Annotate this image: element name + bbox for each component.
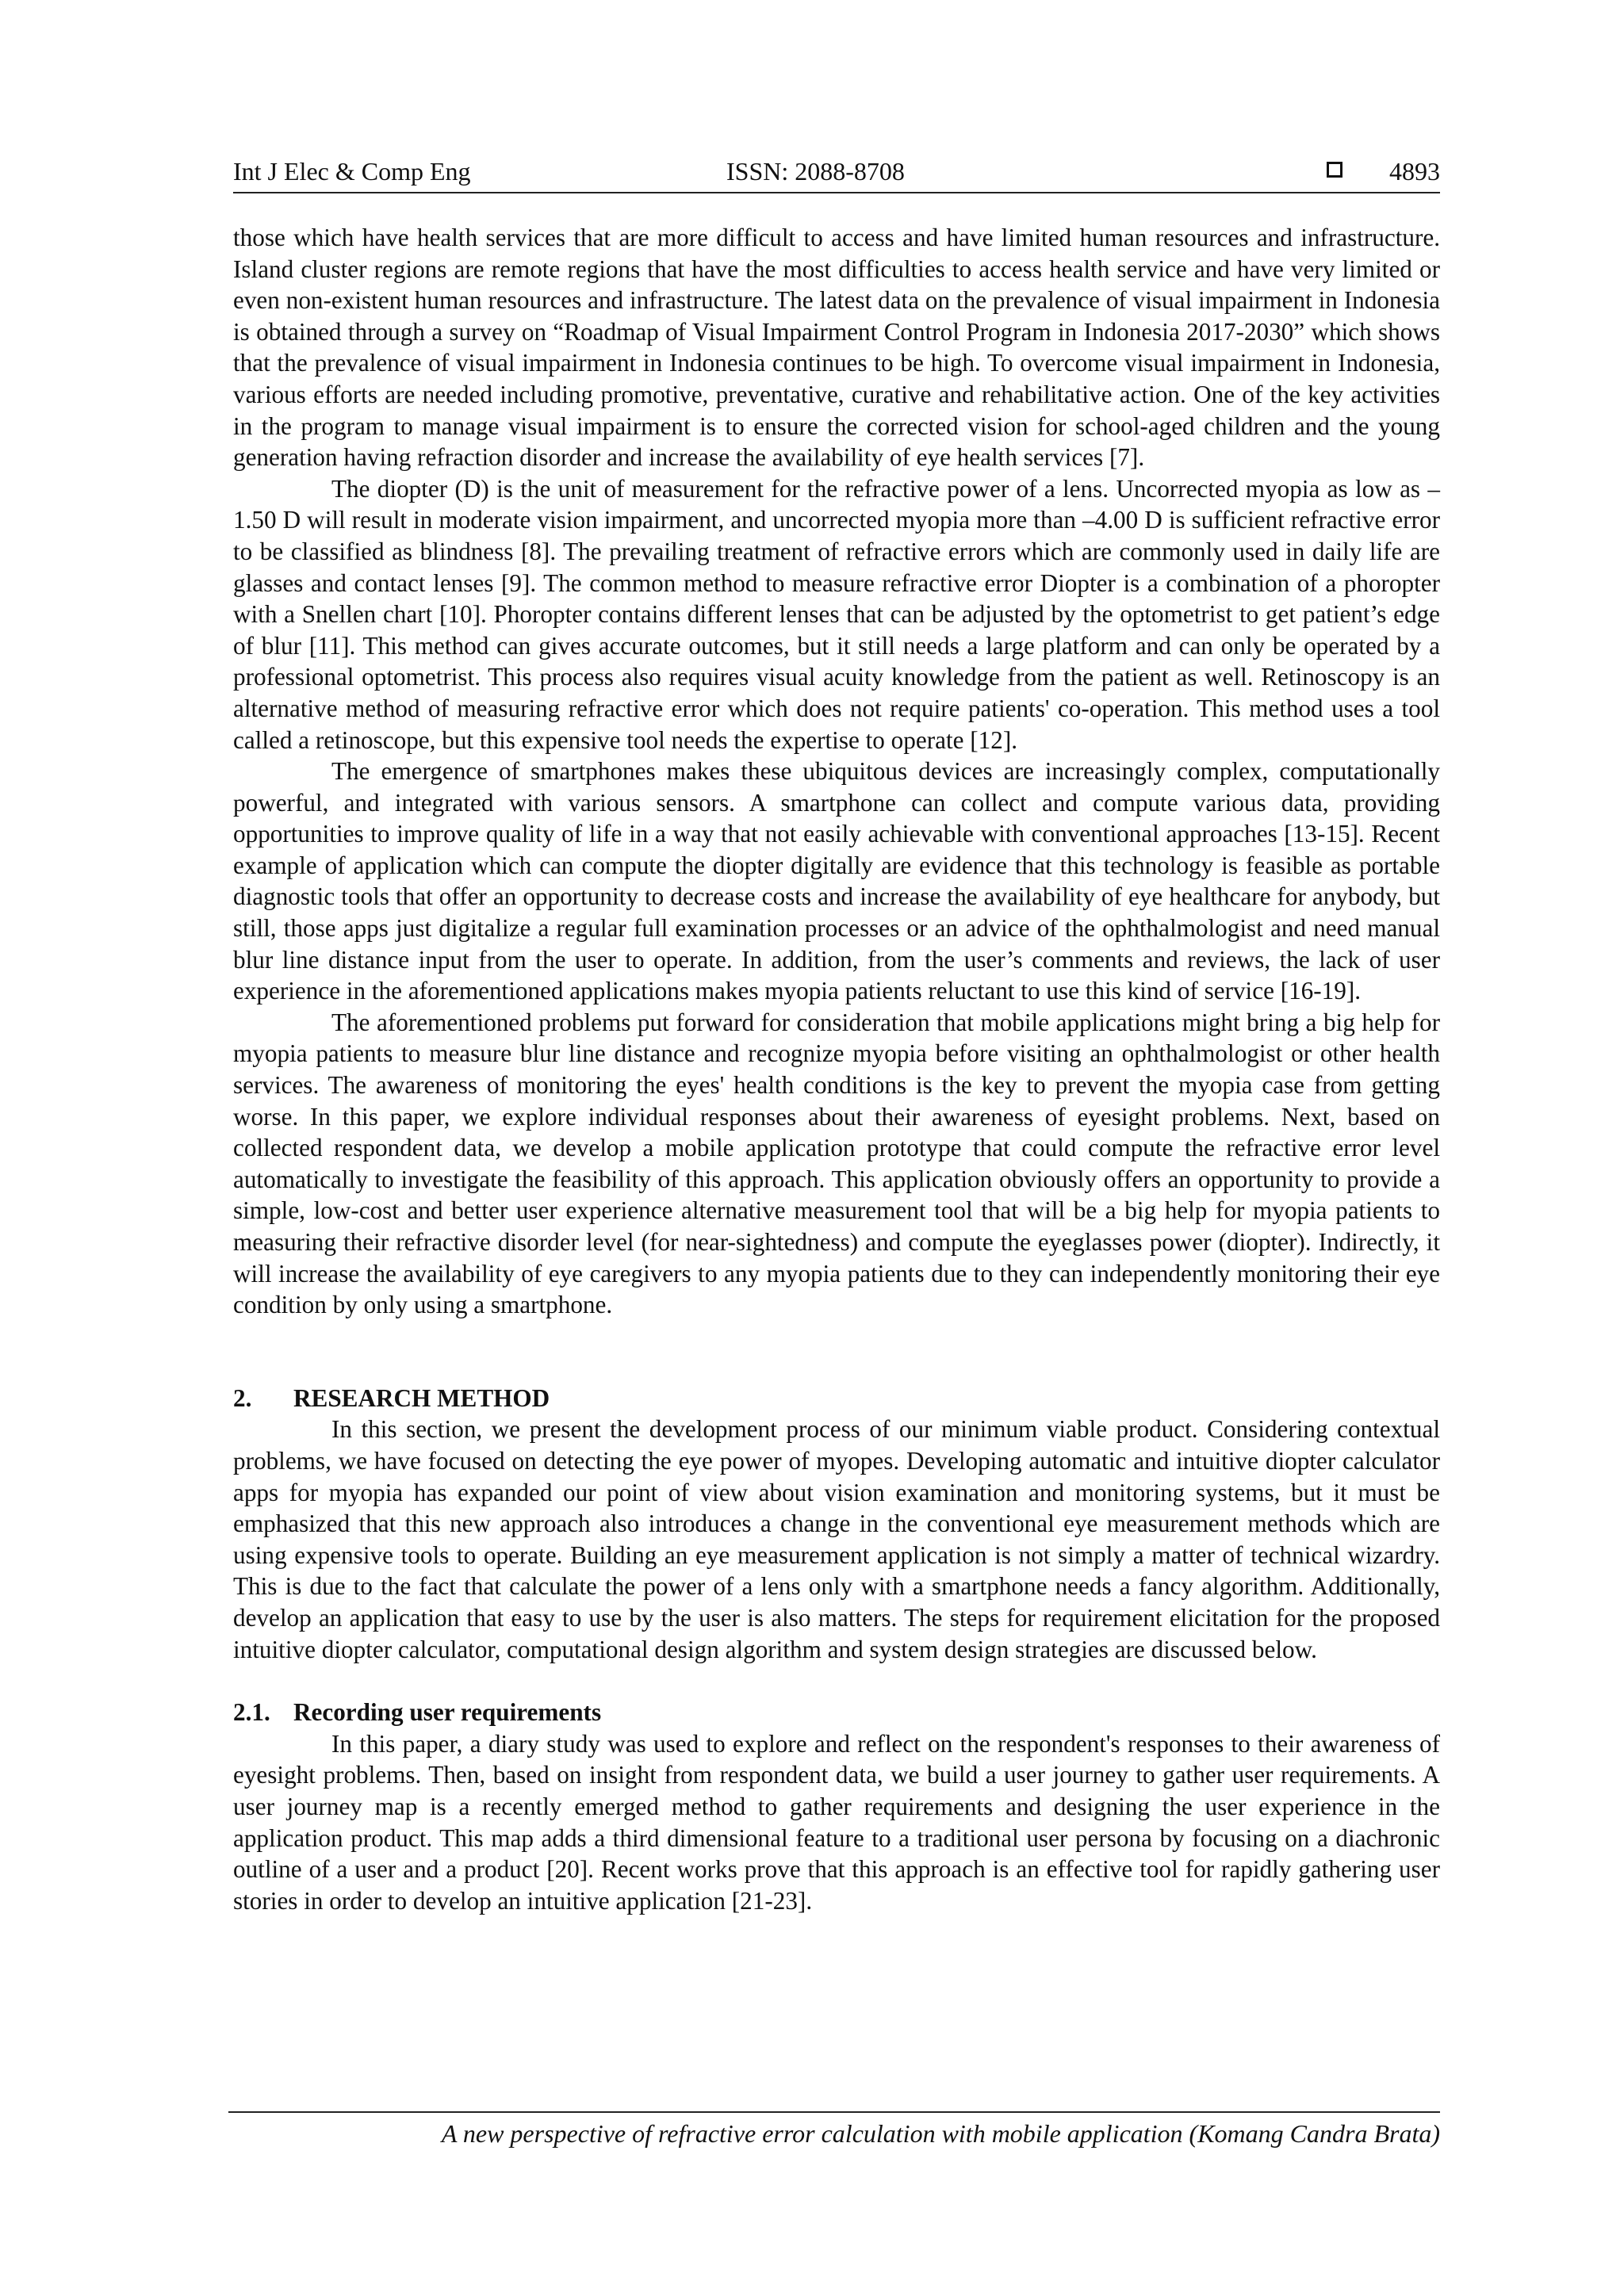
footer-citation: A new perspective of refractive error calculation with mobile application (Komang Candra Brata) — [441, 2119, 1440, 2148]
section-title: RESEARCH METHOD — [293, 1383, 550, 1412]
issn: ISSN: 2088-8708 — [726, 157, 905, 186]
section-number: 2. — [233, 1383, 252, 1412]
square-bullet-icon — [1327, 162, 1342, 178]
running-header — [233, 155, 1440, 193]
journal-name: Int J Elec & Comp Eng — [233, 157, 471, 186]
paragraph-diopter: The diopter (D) is the unit of measurement for the refractive power of a lens. Uncorrected myopia as low as –1.50 D will result in moderate vision impairment, and uncorrected myopia more than –4.00 D is sufficient refractive error to be classified as blindness [8]. The prevailing treatment of refractive errors which are commonly used in daily life are glasses and contact lenses [9]. The common method to measure refractive error Diopter is a combination of a phoropter with a Snellen chart [10]. Phoropter contains different lenses that can be adjusted by the optometrist to get patient’s edge of blur [11]. This method can gives accurate outcomes, but it still needs a large platform and can only be operated by a professional optometrist. This process also requires visual acuity knowledge from the patient as well. Retinoscopy is an alternative method of measuring refractive error which does not require patients' co-operation. This method uses a tool called a retinoscope, but this expensive tool needs the expertise to operate [12]. — [233, 474, 1440, 754]
subsection-title: Recording user requirements — [293, 1698, 602, 1727]
section-heading — [233, 1383, 1440, 1414]
subsection-number: 2.1. — [233, 1698, 270, 1727]
paragraph-user-requirements: In this paper, a diary study was used to explore and reflect on the respondent's responses to their awareness of eyesight problems. Then, based on insight from respondent data, we build a user journey to gather user requirements. A user journey map is a recently emerged method to gather requirements and designing the user experience in the application product. This map adds a third dimensional feature to a traditional user persona by focusing on a diachronic outline of a user and a product [20]. Recent works prove that this approach is an effective tool for rapidly gathering user stories in order to develop an intuitive application [21-23]. — [233, 1729, 1440, 1915]
paragraph-research-method: In this section, we present the development process of our minimum viable product. Considering contextual problems, we have focused on detecting the eye power of myopes. Developing automatic and intuitive diopter calculator apps for myopia has expanded our point of view about vision examination and monitoring systems, but it must be emphasized that this new approach also introduces a change in the conventional eye measurement methods which are using expensive tools to operate. Building an eye measurement application is not simply a matter of technical wizardry. This is due to the fact that calculate the power of a lens only with a smartphone needs a fancy algorithm. Additionally, develop an application that easy to use by the user is also matters. The steps for requirement elicitation for the proposed intuitive diopter calculator, computational design algorithm and system design strategies are discussed below. — [233, 1415, 1440, 1663]
running-footer — [228, 2111, 1440, 2157]
body-text — [233, 222, 1440, 1916]
page-number: 4893 — [1389, 157, 1440, 186]
subsection-heading — [233, 1697, 1440, 1728]
paragraph-continued: those which have health services that are more difficult to access and have limited human resources and infrastructure. Island cluster regions are remote regions that have the most difficulties to access health service and have very limited or even non-existent human resources and infrastructure. The latest data on the prevalence of visual impairment in Indonesia is obtained through a survey on “Roadmap of Visual Impairment Control Program in Indonesia 2017-2030” which shows that the prevalence of visual impairment in Indonesia continues to be high. To overcome visual impairment in Indonesia, various efforts are needed including promotive, preventative, curative and rehabilitative action. One of the key activities in the program to manage visual impairment is to ensure the corrected vision for school-aged children and the young generation having refraction disorder and increase the availability of eye health services [7]. — [233, 224, 1440, 472]
paragraph-smartphones: The emergence of smartphones makes these ubiquitous devices are increasingly complex, computationally powerful, and integrated with various sensors. A smartphone can collect and compute various data, providing opportunities to improve quality of life in a way that not easily achievable with conventional approaches [13-15]. Recent example of application which can compute the diopter digitally are evidence that this technology is feasible as portable diagnostic tools that offer an opportunity to decrease costs and increase the availability of eye healthcare for anybody, but still, those apps just digitalize a regular full examination processes or an advice of the ophthalmologist and need manual blur line distance input from the user to operate. In addition, from the user’s comments and reviews, the lack of user experience in the aforementioned applications makes myopia patients reluctant to use this kind of service [16-19]. — [233, 757, 1440, 1005]
paragraph-problems: The aforementioned problems put forward for consideration that mobile applications might bring a big help for myopia patients to measure blur line distance and recognize myopia before visiting an ophthalmologist or other health services. The awareness of monitoring the eyes' health conditions is the key to prevent the myopia case from getting worse. In this paper, we explore individual responses about their awareness of eyesight problems. Next, based on collected respondent data, we develop a mobile application prototype that could compute the refractive error level automatically to investigate the feasibility of this approach. This application obviously offers an opportunity to provide a simple, low-cost and better user experience alternative measurement tool that will be a big help for myopia patients to measuring their refractive disorder level (for near-sightedness) and compute the eyeglasses power (diopter). Indirectly, it will increase the availability of eye caregivers to any myopia patients due to they can independently monitoring their eye condition by only using a smartphone. — [233, 1008, 1440, 1319]
